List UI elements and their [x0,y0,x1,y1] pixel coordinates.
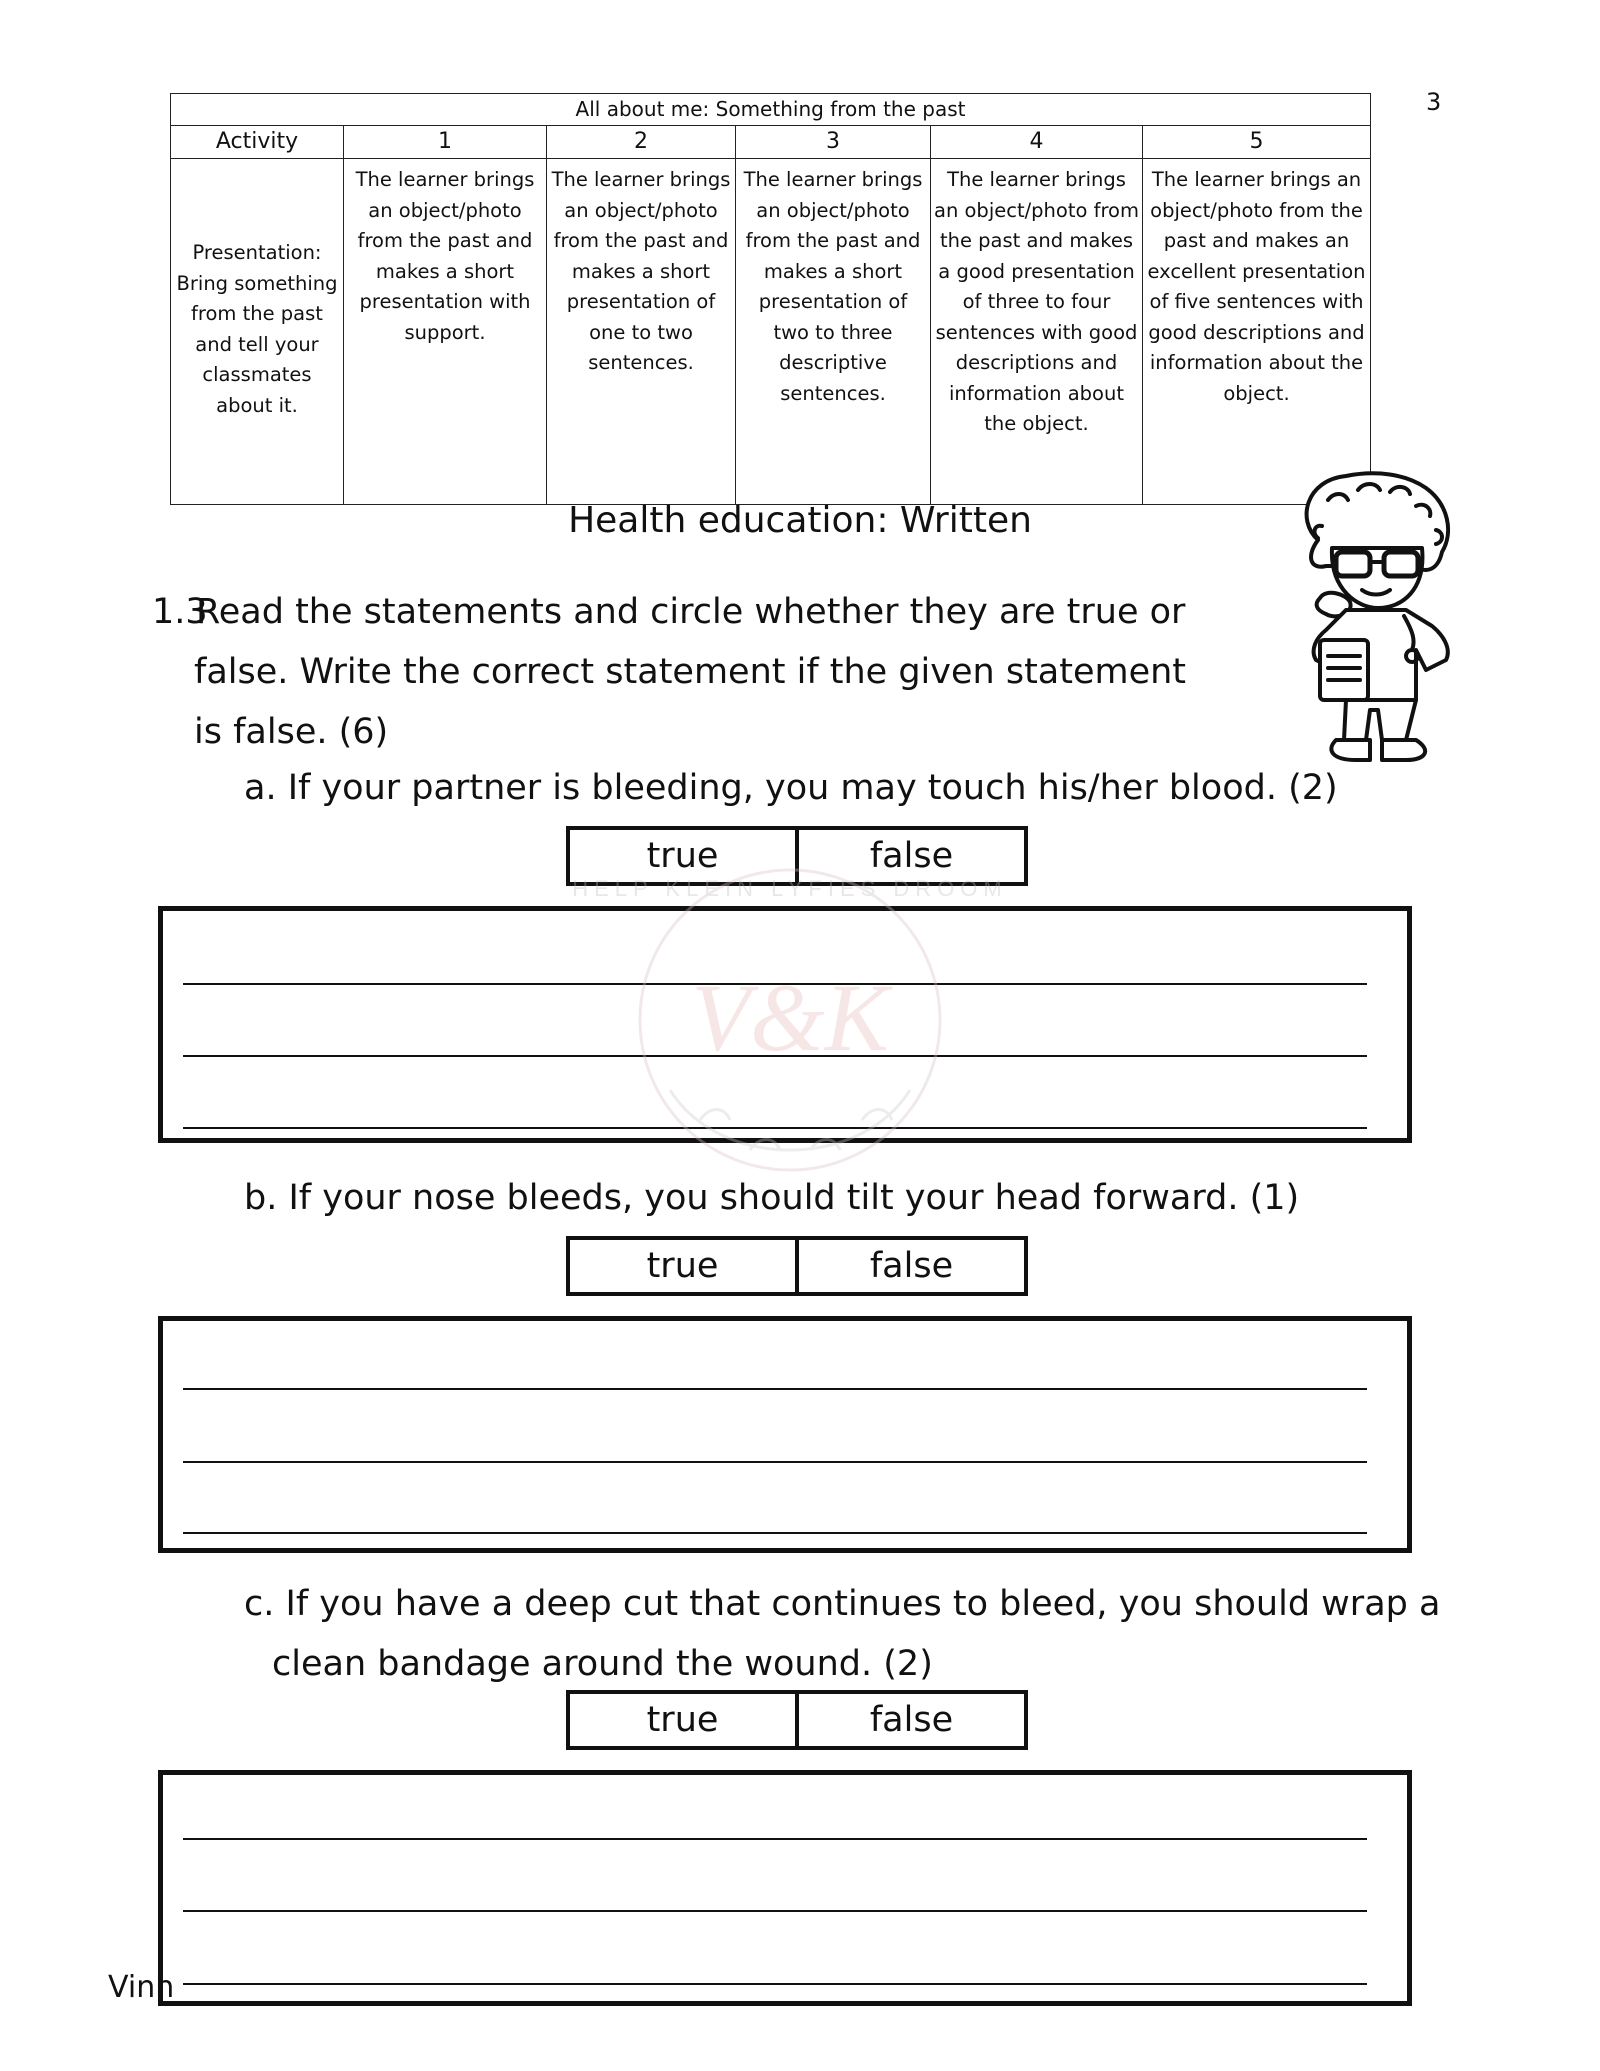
rubric-title: All about me: Something from the past [171,94,1371,126]
writing-line [183,1055,1367,1057]
false-option[interactable]: false [795,1694,1024,1746]
statement-c-continued: clean bandage around the wound. (2) [272,1644,933,1684]
false-option[interactable]: false [795,1240,1024,1292]
nurse-illustration [1266,470,1486,765]
rubric-header-activity: Activity [171,126,344,159]
rubric-header-level: 5 [1143,126,1371,159]
true-false-choice-b [566,1236,1028,1296]
rubric-header-level: 4 [931,126,1143,159]
question-line: Read the statements and circle whether they are true or [196,592,1186,632]
rubric-header-level: 2 [547,126,736,159]
footer-text: Vinh [108,1970,175,2005]
writing-line [183,1388,1367,1390]
rubric-level-cell: The learner brings an object/photo from the past and makes a good presentation of three to four sentences with good descriptions and information about the object. [931,159,1143,505]
question-instructions [152,582,1212,762]
statement-a: a. If your partner is bleeding, you may touch his/her blood. (2) [244,768,1338,808]
rubric-activity-cell: Presentation: Bring something from the past and tell your classmates about it. [171,159,344,505]
rubric-header-level: 3 [736,126,931,159]
writing-line [183,1983,1367,1985]
answer-box-c[interactable] [158,1770,1412,2006]
true-option[interactable]: true [646,1246,719,1286]
writing-line [183,1910,1367,1912]
rubric-level-cell: The learner brings an object/photo from the past and makes a short presentation of one to two sentences. [547,159,736,505]
rubric-header-level: 1 [344,126,547,159]
question-line: is false. (6) [194,712,389,752]
statement-b: b. If your nose bleeds, you should tilt your head forward. (1) [244,1178,1300,1218]
writing-line [183,1532,1367,1534]
false-option[interactable]: false [795,830,1024,882]
rubric-level-cell: The learner brings an object/photo from the past and makes an excellent presentation of five sentences with good descriptions and information about the object. [1143,159,1371,505]
rubric-level-cell: The learner brings an object/photo from the past and makes a short presentation of two to three descriptive sentences. [736,159,931,505]
true-false-choice-c [566,1690,1028,1750]
watermark-ring-text: HELP KLEIN LYFIES DROOM [572,876,1008,901]
writing-line [183,983,1367,985]
true-false-choice-a [566,826,1028,886]
answer-box-b[interactable] [158,1316,1412,1553]
page-number: 3 [1426,88,1442,116]
statement-c: c. If you have a deep cut that continues to bleed, you should wrap a [244,1584,1441,1624]
section-title: Health education: Written [568,500,1032,541]
question-number: 1.3 [152,592,208,632]
watermark-monogram: V&K [691,964,889,1071]
true-option[interactable]: true [646,836,719,876]
writing-line [183,1838,1367,1840]
question-line: false. Write the correct statement if the given statement [194,652,1187,692]
writing-line [183,1461,1367,1463]
true-option[interactable]: true [646,1700,719,1740]
rubric-table [170,93,1371,505]
rubric-level-cell: The learner brings an object/photo from the past and makes a short presentation with support. [344,159,547,505]
answer-box-a[interactable] [158,906,1412,1143]
writing-line [183,1127,1367,1129]
